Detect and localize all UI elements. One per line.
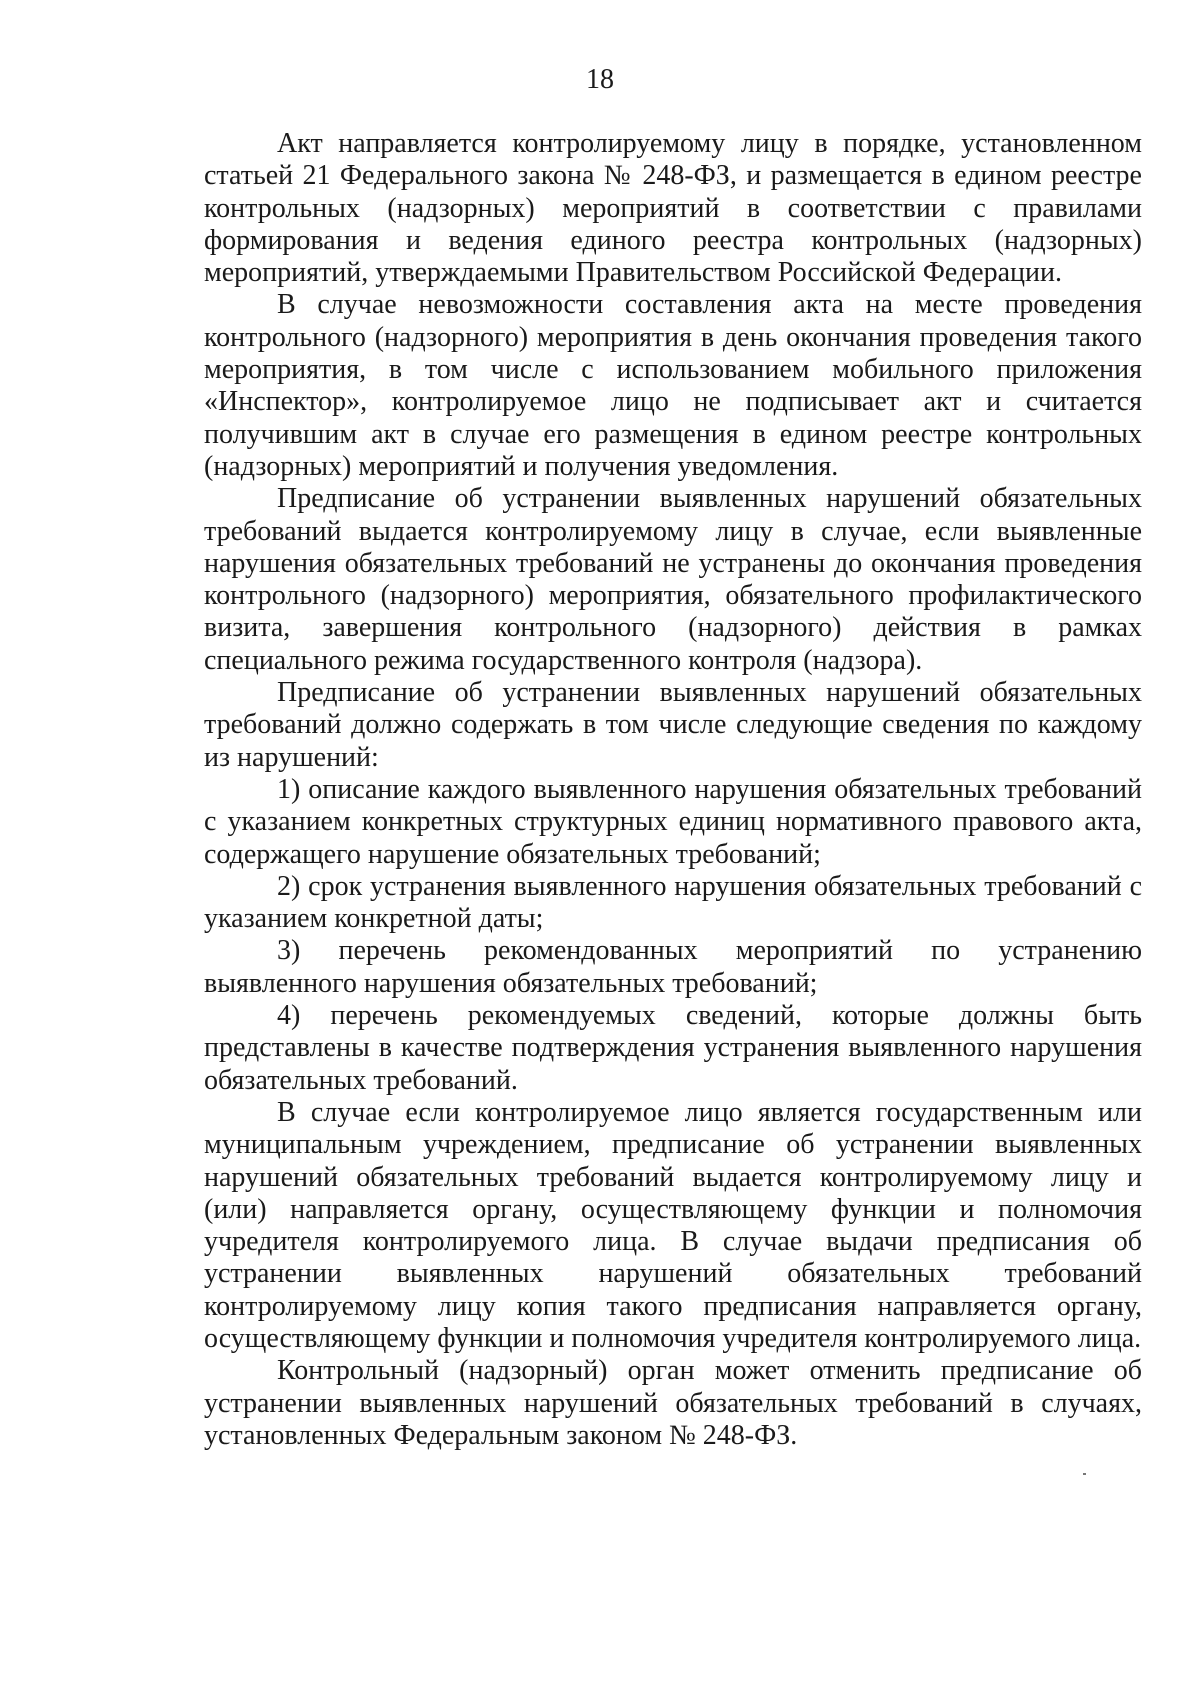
page-number: 18 <box>586 64 614 95</box>
list-item-2: 2) срок устранения выявленного нарушения обязательных требований с указанием конкретной даты; <box>204 870 1142 935</box>
document-body <box>204 128 1142 1452</box>
paragraph-prescription-issued: Предписание об устранении выявленных нарушений обязательных требований выдается контролируемому лицу в случае, если выявленные нарушения обязательных требований не устранены до окончания проведения контрольного (надзорного) мероприятия, обязательного профилактического визита, завершения контрольного (надзорного) действия в рамках специального режима государственного контроля (надзора). <box>204 483 1142 676</box>
paragraph-cancel-prescription: Контрольный (надзорный) орган может отменить предписание об устранении выявленных нарушений обязательных требований в случаях, установленных Федеральным законом № 248-ФЗ. <box>204 1355 1142 1451</box>
paragraph-act-impossible: В случае невозможности составления акта на месте проведения контрольного (надзорного) мероприятия в день окончания проведения такого мероприятия, в том числе с использованием мобильного приложения «Инспектор», контролируемое лицо не подписывает акт и считается получившим акт в случае его размещения в едином реестре контрольных (надзорных) мероприятий и получения уведомления. <box>204 289 1142 482</box>
list-item-1: 1) описание каждого выявленного нарушения обязательных требований с указанием конкретных структурных единиц нормативного правового акта, содержащего нарушение обязательных требований; <box>204 773 1142 870</box>
paragraph-prescription-content: Предписание об устранении выявленных нарушений обязательных требований должно содержать в том числе следующие сведения по каждому из нарушений: <box>204 677 1142 773</box>
scan-speck <box>1083 1473 1086 1475</box>
list-item-4: 4) перечень рекомендуемых сведений, которые должны быть представлены в качестве подтверждения устранения выявленного нарушения обязательных требований. <box>204 1000 1142 1096</box>
list-item-3: 3) перечень рекомендованных мероприятий по устранению выявленного нарушения обязательных требований; <box>204 935 1142 999</box>
paragraph-act-sending: Акт направляется контролируемому лицу в порядке, установленном статьей 21 Федерального закона № 248-ФЗ, и размещается в едином реестре контрольных (надзорных) мероприятий в соответствии с правилами формирования и ведения единого реестра контрольных (надзорных) мероприятий, утверждаемыми Правительством Российской Федерации. <box>204 128 1142 289</box>
paragraph-state-institution: В случае если контролируемое лицо является государственным или муниципальным учреждением, предписание об устранении выявленных нарушений обязательных требований выдается контролируемому лицу и (или) направляется органу, осуществляющему функции и полномочия учредителя контролируемого лица. В случае выдачи предписания об устранении выявленных нарушений обязательных требований контролируемому лицу копия такого предписания направляется органу, осуществляющему функции и полномочия учредителя контролируемого лица. <box>204 1096 1142 1354</box>
